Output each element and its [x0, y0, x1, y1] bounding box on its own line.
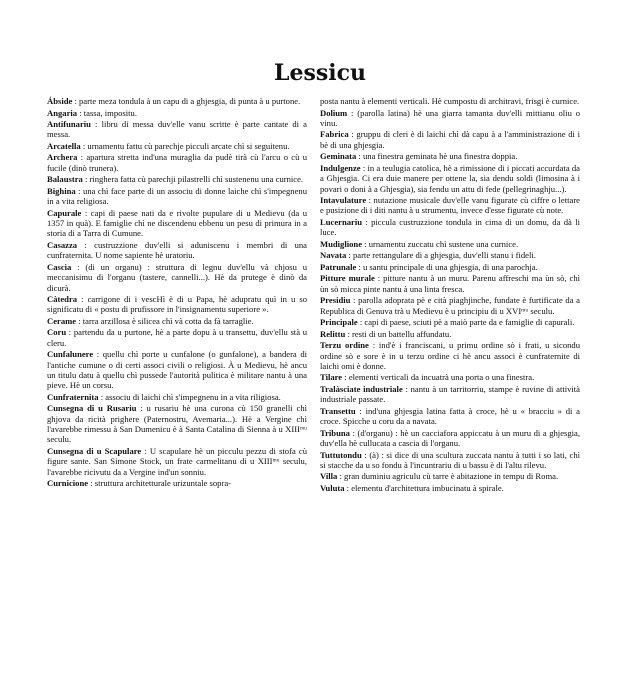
glossary-term: Pitture murale [320, 273, 375, 284]
glossary-definition: elementu d'architettura imbucinatu à spirale. [351, 482, 504, 493]
glossary-entry [47, 152, 307, 173]
glossary-entry [320, 262, 580, 272]
glossary-definition: piccula custruzzione tondula in cima di un domu, da dà li luce. [320, 216, 580, 238]
glossary-entry [47, 262, 307, 293]
glossary-definition: una chì face parte di un associu di donne laiche chì s'impegnenu in a vita religiosa. [47, 185, 307, 207]
glossary-entry [320, 163, 580, 194]
glossary-definition: in a teulugia catolica, hè a rimissione di i piccati accurdata da a Ghjesgia. Ci era duie manere per ottene la, sia dendu soldi (limosina à i povari o doni à a Ghjesgia), sia fendu un attu di fede (pellegrinaghju...). [320, 162, 580, 194]
glossary-definition: nantu à un tarritorriu, stampe è ruvine di attività industriale passate. [320, 383, 580, 405]
glossary-definition: (di un organu) : struttura di legnu duv'ellu và chjosu u meccanisimu di l'organu (tastere, cannelli...). Hè da prutege è dinò da dicurà. [47, 261, 307, 293]
glossary-entry [320, 471, 580, 481]
glossary-term: Ábside [47, 96, 73, 106]
glossary-entry [47, 208, 307, 239]
glossary-term: Navata [320, 250, 347, 261]
glossary-definition: ind'una ghjesgia latina fatta à croce, hè u « bracciu » di a croce. Spicche u coru da a navata. [320, 405, 580, 427]
term-separator: : [136, 403, 147, 414]
glossary-entry [320, 317, 580, 327]
glossary-term: Angaria [47, 107, 78, 118]
term-separator: : [362, 216, 372, 227]
glossary-definition: tarra arzillosa è silicea chì và cotta da fà tarraglie. [82, 315, 254, 326]
glossary-entry [47, 186, 307, 207]
term-separator: : [362, 238, 369, 249]
glossary-term: Principale [320, 317, 358, 328]
glossary-entry [47, 174, 307, 184]
glossary-entry [320, 384, 580, 405]
term-separator: : [357, 317, 365, 328]
term-separator: : [76, 315, 83, 326]
glossary-definition: associu di laichi chì s'impegnenu in a vita riligiosa. [105, 391, 281, 402]
term-separator: : [71, 261, 86, 272]
glossary-term: Transettu [320, 405, 356, 416]
glossary-definition: parte meza tondula à un capu di a ghjesgia, di punta à u purtone. [79, 96, 301, 106]
term-separator: : [141, 446, 150, 456]
glossary-term: Bighina [47, 185, 76, 196]
glossary-term: Tribuna [320, 427, 350, 438]
term-separator: : [82, 174, 90, 185]
glossary-term: Arcatella [47, 140, 81, 151]
glossary-entry [47, 96, 307, 106]
glossary-definition: libru di messa duv'elle vanu scritte è parte cantate di a messa. [47, 119, 308, 140]
glossary-term: Cunfalunere [47, 349, 94, 360]
term-separator: : [77, 107, 84, 118]
glossary-definition: urnamentu fattu cù parechje picculi arcate chì si seguitenu. [87, 140, 290, 151]
glossary-term: Fabrica [320, 129, 349, 140]
glossary-entry [320, 108, 580, 129]
glossary-entry [47, 392, 307, 402]
term-separator: : [356, 261, 363, 272]
glossary-term: Tuttutondu [320, 449, 362, 460]
glossary-definition: elementi verticali da incuatrà una porta o una finestra. [348, 372, 535, 383]
glossary-entry [47, 316, 307, 326]
glossary-term: Presidiu [320, 295, 351, 306]
glossary-definition: parolla adoprata pè e cità piaghjinche, fundate è furtificate da a Republica di Genuva trà u Medievu è u principiu di u XVIᵐᵘ seculu. [320, 295, 580, 316]
term-separator: : [344, 482, 352, 493]
glossary-entry [320, 295, 580, 316]
glossary-term: Mudiglione [320, 238, 363, 249]
glossary-definition: struttura architetturale urizuntale sopra- [94, 478, 231, 489]
glossary-term: Cascia [47, 261, 72, 272]
term-separator: : [348, 129, 357, 140]
glossary-definition: quellu chì porte u cunfalone (o gunfalone), a bandera di l'antiche cumune o di certi associ civili o religiosi. À u Medievu, hè ancu un titulu datu à quellu chì pussede l'autorità pulitica è militare nantu à una pieve. Hè un corsu. [47, 349, 308, 391]
glossary-term: Relittu [320, 328, 346, 339]
glossary-definition: tassa, impositu. [83, 107, 137, 118]
glossary-term: Indulgenze [320, 162, 361, 173]
glossary-entry [47, 403, 307, 444]
glossary-entry [320, 239, 580, 249]
glossary-entry [47, 119, 307, 140]
glossary-term: Dolium [320, 107, 348, 118]
glossary-definition: (à) : si dice di una scultura zuccata nantu à tutti i so lati, chì si stacche da u so fondu à l'incuntrariu di u bassu è di l'altu rilevu. [320, 449, 581, 470]
term-separator: : [355, 405, 366, 416]
term-separator: : [88, 478, 95, 489]
glossary-term: Cunsegna di u Scapulare [47, 446, 142, 456]
glossary-term: Balaustra [47, 174, 83, 185]
term-separator: : [93, 349, 103, 360]
glossary-entry [320, 151, 580, 161]
term-separator: : [80, 140, 88, 151]
glossary-entry [47, 108, 307, 118]
glossary-definition: carrigone di i vescHì è di u Papa, hè adupratu quì in u so significatu di « postu di prufissore in l'insignamentu superiore ». [47, 294, 307, 315]
term-separator: : [402, 383, 411, 394]
glossary-entry [47, 141, 307, 151]
glossary-entry [320, 450, 580, 471]
glossary-definition: capi di paese nati da e rivolte pupulare di u Medievu (da u 1357 in quà). E famiglie chì ne discendenu ebbenu un pesu di primura in a storia di a Tarra di Cumune. [47, 207, 307, 239]
page-title: Lessicu [274, 60, 366, 86]
glossary-term: Cerame [47, 315, 77, 326]
glossary-entry [320, 428, 580, 449]
glossary-entry [47, 478, 307, 488]
glossary-definition: nutazione musicale duv'elle vanu figurate cù ciffre o lettare e pusizione di i diti nantu à u strumentu, invece d'esse figurate cù note. [320, 195, 580, 216]
glossary-term: Archera [47, 152, 78, 163]
term-separator: : [374, 273, 384, 284]
glossary-entry [320, 250, 580, 260]
glossary-term: Intavulature [320, 195, 367, 206]
glossary-definition: capi di paese, sciuti pè a maiò parte da e famiglie di capurali. [364, 317, 575, 328]
glossary-definition: una finestra geminata hè una finestra doppia. [362, 151, 518, 162]
term-separator: : [77, 152, 87, 163]
glossary-definition: gruppu di cleri è di laichi chì dà capu à a l'amministrazione di i bè di una ghjesgia. [320, 129, 581, 150]
term-separator: : [356, 151, 363, 162]
term-separator: : [77, 294, 88, 305]
glossary-entry [47, 446, 307, 477]
glossary-entry [320, 329, 580, 339]
term-separator: : [347, 107, 358, 118]
glossary-entry [320, 483, 580, 493]
term-separator: : [368, 340, 379, 351]
glossary-term: Tilare [320, 372, 343, 383]
glossary-definition: urnamentu zuccatu chì sustene una curnice. [368, 238, 519, 249]
term-separator: : [75, 185, 84, 196]
glossary-term: Terzu ordine [320, 340, 369, 351]
glossary-term: Tralàsciate industriale [320, 383, 403, 394]
glossary-entry [47, 327, 307, 348]
glossary-term: Càtedra [47, 294, 78, 305]
glossary-definition: apartura stretta ind'una muraglia da pudè tirà cù l'arcu o cù u fucile (dinò trunera). [47, 152, 307, 173]
term-separator: : [98, 391, 106, 402]
term-separator: : [77, 239, 95, 250]
glossary-entry [320, 129, 580, 150]
glossary-term: Cunsegna di u Rusariu [47, 403, 137, 414]
term-separator: : [81, 207, 91, 218]
glossary-definition: resti di un battellu affundatu. [352, 328, 452, 339]
glossary-definition: u santu principale di una ghjesgia, di una parochja. [362, 261, 538, 272]
glossary-definition: ind'è i franciscani, u primu ordine sò i frati, u sicondu ordine sò e sore è in u terzu ordine ci hè ancu associ è cunfraternite di laichi omi è donne. [320, 340, 581, 371]
glossary-term: Vuluta [320, 482, 345, 493]
continuation-text: posta nantu à elementi verticali. Hè cumpostu di architravi, frisgi è curnice. [320, 96, 580, 106]
glossary-definition: U scapulare hè un picculu pezzu di stofa cù figure sante. San Simone Stock, un frate carmelitanu di u XIIIᵐᵘ seculu, l'avarebbe ricivutu da a Vergine ind'un sonniu. [47, 446, 308, 477]
term-separator: : [349, 427, 358, 438]
glossary-term: Patrunale [320, 261, 357, 272]
glossary-entry [47, 294, 307, 315]
right-column [320, 96, 580, 495]
term-separator: : [66, 327, 74, 338]
glossary-term: Villa [320, 471, 338, 482]
glossary-definition: pitture nantu à un muru. Parenu affreschi ma ùn sò, chì ùn sò micca pinte nantu à una linta fresca. [320, 273, 581, 294]
term-separator: : [366, 195, 374, 206]
glossary-term: Casazza [47, 239, 78, 250]
glossary-definition: parte rettangulare di a ghjesgia, duv'elli stanu i fideli. [352, 250, 536, 261]
glossary-term: Geminata [320, 151, 357, 162]
glossary-definition: u rusariu hè una curona cù 150 granelli chì ghjova da ricità prighere (Paternostru, Avemaria...). Hè a Vergine chì l'avarebbe rimessu à San Dumenicu è à Santa Catalina di Sienna à u XIIIᵐᵘ seculu. [47, 403, 308, 445]
glossary-entry [320, 195, 580, 216]
term-separator: : [360, 162, 368, 173]
glossary-definition: ringhera fatta cù parechji pilastrelli chì sustenenu una curnice. [89, 174, 304, 185]
glossary-entry [320, 273, 580, 294]
glossary-entry [47, 240, 307, 261]
glossary-term: Cunfraternita [47, 391, 99, 402]
term-separator: : [346, 250, 353, 261]
glossary-definition: gran duminiu agriculu cù tarre è abitazione in tempu di Roma. [344, 471, 559, 482]
term-separator: : [342, 372, 349, 383]
term-separator: : [361, 449, 370, 460]
glossary-entry [320, 217, 580, 238]
left-column [47, 96, 307, 490]
term-separator: : [345, 328, 352, 339]
term-separator: : [72, 96, 79, 106]
glossary-term: Coru [47, 327, 67, 338]
term-separator: : [90, 119, 102, 130]
glossary-entry [47, 349, 307, 390]
glossary-term: Lucernariu [320, 216, 363, 227]
term-separator: : [350, 295, 359, 306]
glossary-entry [320, 340, 580, 371]
glossary-entry [320, 372, 580, 382]
glossary-definition: (d'organu) : hè un cacciafora appiccatu à un muru di a ghjesgia, duv'ella hè cullucata a cascia di l'organu. [320, 427, 581, 449]
glossary-entry [320, 406, 580, 427]
term-separator: : [337, 471, 345, 482]
glossary-definition: (parolla latina) hè una giarra tamanta duv'elli mittianu oliu o vinu. [320, 107, 580, 128]
glossary-definition: custruzzione duv'elli si aduniscenu i membri di una cunfraternita. U nome sapiente hè uratoriu. [47, 239, 307, 261]
glossary-term: Antifunariu [47, 119, 91, 130]
glossary-term: Capurale [47, 207, 82, 218]
glossary-definition: partendu da u purtone, hè a parte dopu à u transettu, duv'ellu stà u cleru. [47, 327, 307, 348]
glossary-term: Curnicione [47, 478, 89, 489]
